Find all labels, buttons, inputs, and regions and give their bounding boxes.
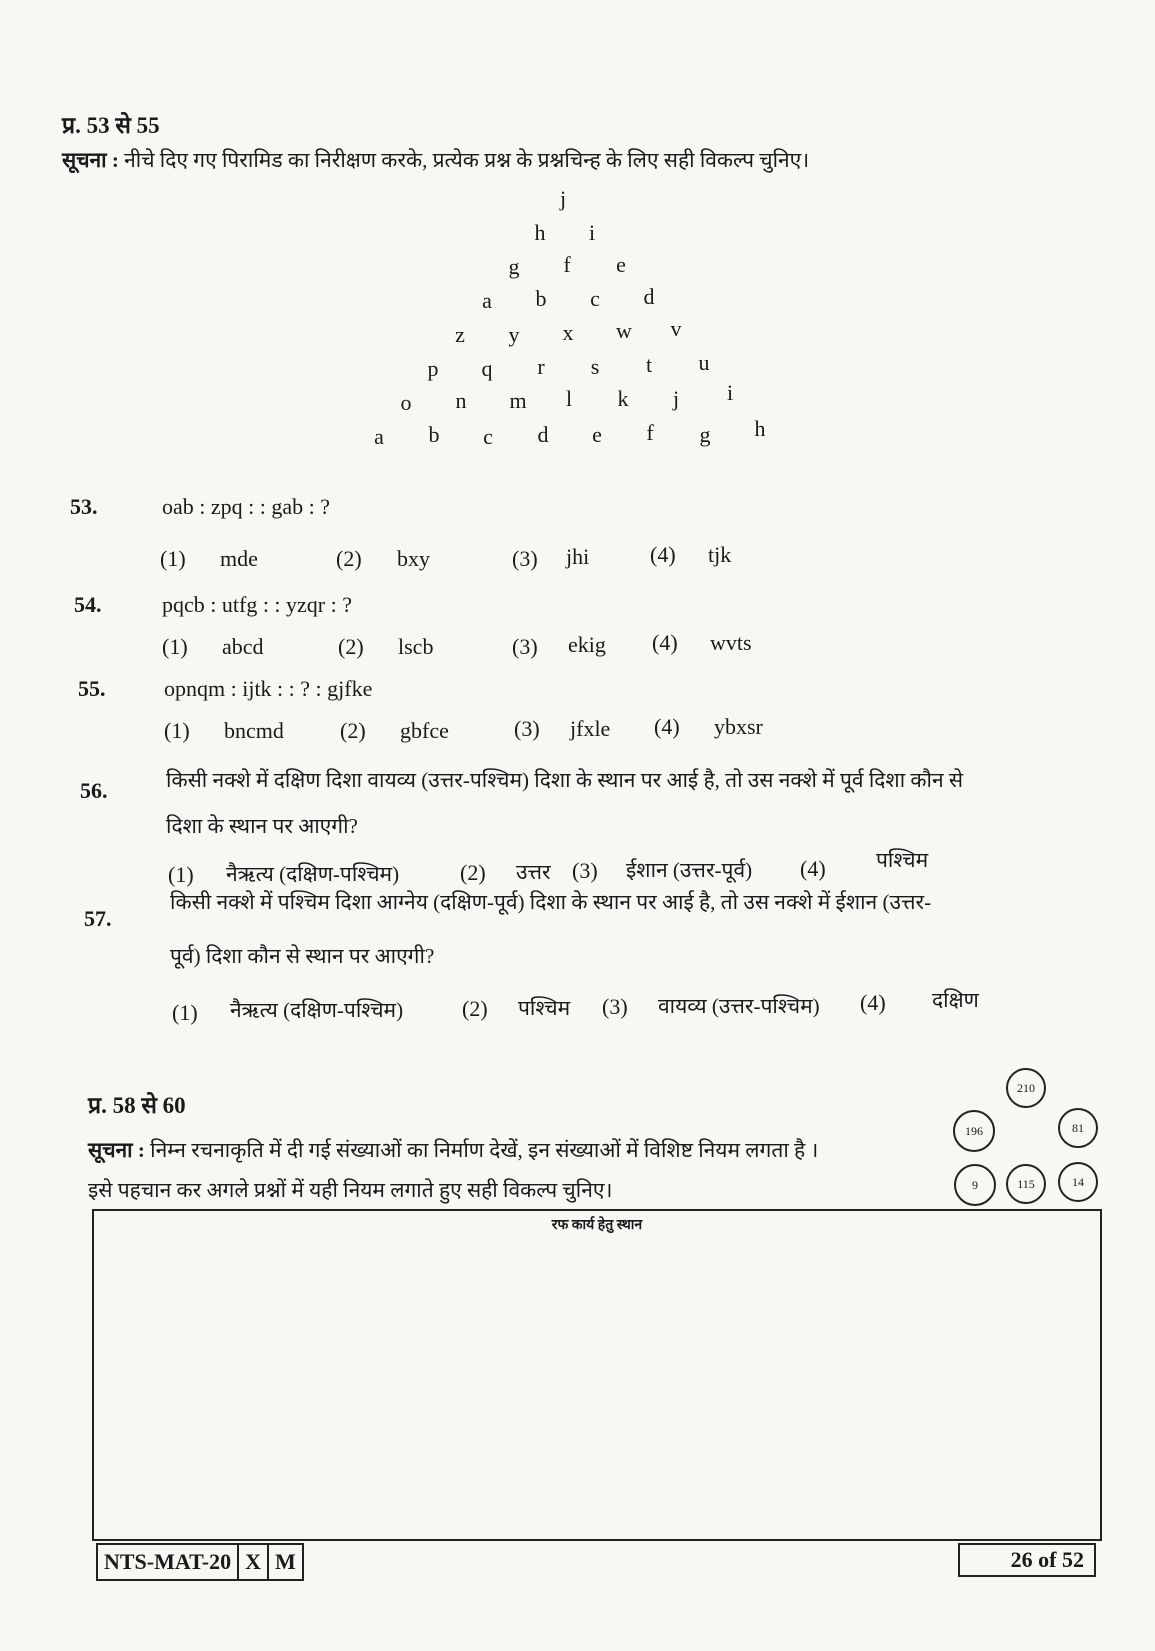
- pyramid-letter: c: [483, 424, 493, 449]
- pyramid-letter: t: [645, 352, 653, 377]
- pyramid-letter: o: [400, 390, 412, 415]
- option-text[interactable]: abcd: [222, 634, 264, 659]
- question-text-line1: किसी नक्शे में दक्षिण दिशा वायव्य (उत्तर-पश्चिम) दिशा के स्थान पर आई है, तो उस नक्शे में पूर्व दिशा कौन से: [166, 768, 964, 792]
- option-text[interactable]: gbfce: [400, 718, 449, 743]
- question-number: 57.: [84, 906, 112, 931]
- option-text[interactable]: पश्चिम: [876, 848, 929, 872]
- option-number: (2): [340, 718, 366, 743]
- option-number: (4): [800, 856, 826, 881]
- number-circle: 14: [1058, 1162, 1098, 1202]
- option-number: (4): [654, 714, 680, 739]
- option-text[interactable]: ekig: [568, 632, 606, 657]
- pyramid-letter: a: [482, 288, 492, 313]
- pyramid-letter: x: [562, 320, 574, 345]
- option-number: (4): [650, 542, 676, 567]
- option-text[interactable]: दक्षिण: [932, 988, 979, 1012]
- number-circle: 81: [1058, 1108, 1098, 1148]
- option-number: (1): [162, 634, 188, 659]
- pyramid-letter: u: [698, 350, 710, 375]
- paper-code-part: X: [239, 1545, 269, 1579]
- question-text: oab : zpq : : gab : ?: [162, 494, 331, 519]
- pyramid-letter: z: [455, 322, 465, 347]
- option-text[interactable]: tjk: [708, 542, 732, 567]
- option-text[interactable]: नैऋत्य (दक्षिण-पश्चिम): [230, 998, 404, 1022]
- option-number: (2): [338, 634, 364, 659]
- pyramid-letter: c: [590, 286, 600, 311]
- instruction-label: सूचना :: [88, 1138, 145, 1162]
- question-text-line1: किसी नक्शे में पश्चिम दिशा आग्नेय (दक्षिण-पूर्व) दिशा के स्थान पर आई है, तो उस नक्शे में ईशान (उत्तर-: [170, 890, 932, 914]
- option-text[interactable]: bxy: [397, 546, 430, 571]
- option-number: (2): [462, 996, 488, 1021]
- question-text: opnqm : ijtk : : ? : gjfke: [164, 676, 373, 701]
- section-header-53-55: प्र. 53 से 55: [62, 113, 160, 138]
- option-number: (3): [512, 634, 538, 659]
- pyramid-letter: b: [535, 286, 547, 311]
- option-number: (1): [164, 718, 190, 743]
- paper-code-box: [96, 1543, 304, 1581]
- pyramid-letter: j: [672, 386, 680, 411]
- question-text: pqcb : utfg : : yzqr : ?: [162, 592, 353, 617]
- pyramid-letter: e: [592, 422, 602, 447]
- option-text[interactable]: lscb: [398, 634, 434, 659]
- number-circle: 9: [954, 1164, 996, 1206]
- pyramid-letter: d: [537, 422, 549, 447]
- option-text[interactable]: wvts: [710, 630, 752, 655]
- question-number: 53.: [70, 494, 98, 519]
- option-number: (4): [860, 990, 886, 1015]
- option-text[interactable]: उत्तर: [516, 860, 551, 884]
- pyramid-letter: r: [537, 354, 545, 379]
- option-number: (3): [602, 994, 628, 1019]
- option-number: (3): [572, 858, 598, 883]
- pyramid-letter: w: [616, 318, 632, 343]
- pyramid-letter: j: [559, 186, 567, 211]
- option-text[interactable]: jfxle: [570, 716, 611, 741]
- question-number: 55.: [78, 676, 106, 701]
- pyramid-letter: g: [508, 254, 520, 279]
- option-number: (1): [160, 546, 186, 571]
- instruction-58-60-line1: [88, 1136, 818, 1164]
- pyramid-letter: g: [699, 422, 711, 447]
- pyramid-letter: f: [563, 252, 571, 277]
- option-number: (4): [652, 630, 678, 655]
- pyramid-letter: d: [643, 284, 655, 309]
- instruction-text: नीचे दिए गए पिरामिड का निरीक्षण करके, प्रत्येक प्रश्न के प्रश्नचिन्ह के लिए सही विकल्प चुनिए।: [124, 148, 810, 172]
- instruction-53-55: [62, 146, 809, 174]
- option-text[interactable]: वायव्य (उत्तर-पश्चिम): [658, 994, 820, 1018]
- option-number: (3): [512, 546, 538, 571]
- rough-work-area[interactable]: [92, 1209, 1102, 1541]
- option-text[interactable]: ybxsr: [714, 714, 763, 739]
- pyramid-letter: q: [481, 356, 493, 381]
- pyramid-letter: y: [508, 322, 520, 347]
- question-text-line2: दिशा के स्थान पर आएगी?: [166, 814, 358, 838]
- option-number: (3): [514, 716, 540, 741]
- pyramid-letter: h: [754, 416, 766, 441]
- option-number: (1): [168, 862, 194, 887]
- option-text[interactable]: mde: [220, 546, 258, 571]
- paper-code-part: M: [275, 1549, 296, 1574]
- pyramid-letter: s: [590, 354, 600, 379]
- pyramid-letter: v: [670, 316, 682, 341]
- option-text[interactable]: bncmd: [224, 718, 284, 743]
- instruction-label: सूचना :: [62, 148, 119, 172]
- pyramid-letter: h: [534, 220, 546, 245]
- pyramid-letter: e: [616, 252, 626, 277]
- pyramid-letter: i: [726, 380, 734, 405]
- number-circle: 210: [1006, 1068, 1046, 1108]
- option-text[interactable]: jhi: [566, 544, 590, 569]
- option-number: (1): [172, 1000, 198, 1025]
- option-number: (2): [336, 546, 362, 571]
- instruction-58-60-line2: इसे पहचान कर अगले प्रश्नों में यही नियम लगाते हुए सही विकल्प चुनिए।: [88, 1178, 613, 1202]
- section-header-58-60: प्र. 58 से 60: [88, 1093, 186, 1118]
- option-number: (2): [460, 860, 486, 885]
- pyramid-letter: n: [455, 388, 467, 413]
- rough-work-title: रफ कार्य हेतु स्थान: [551, 1218, 643, 1233]
- instruction-text: निम्न रचनाकृति में दी गई संख्याओं का निर्माण देखें, इन संख्याओं में विशिष्ट नियम लगता है ।: [150, 1138, 819, 1162]
- question-number: 54.: [74, 592, 102, 617]
- pyramid-letter: m: [509, 388, 527, 413]
- pyramid-letter: i: [588, 220, 596, 245]
- page-number: 26 of 52: [958, 1543, 1096, 1577]
- number-circle: 196: [953, 1110, 995, 1152]
- option-text[interactable]: ईशान (उत्तर-पूर्व): [626, 858, 753, 882]
- pyramid-letter: a: [374, 424, 384, 449]
- pyramid-letter: f: [646, 420, 654, 445]
- pyramid-letter: p: [427, 356, 439, 381]
- number-circle: 115: [1006, 1164, 1046, 1204]
- pyramid-letter: l: [565, 386, 573, 411]
- pyramid-letter: k: [617, 386, 629, 411]
- pyramid-letter: b: [428, 422, 440, 447]
- question-number: 56.: [80, 778, 108, 803]
- option-text[interactable]: पश्चिम: [518, 996, 571, 1020]
- option-text[interactable]: नैऋत्य (दक्षिण-पश्चिम): [226, 862, 400, 886]
- paper-code: NTS-MAT-20: [98, 1545, 239, 1579]
- question-text-line2: पूर्व) दिशा कौन से स्थान पर आएगी?: [170, 944, 435, 968]
